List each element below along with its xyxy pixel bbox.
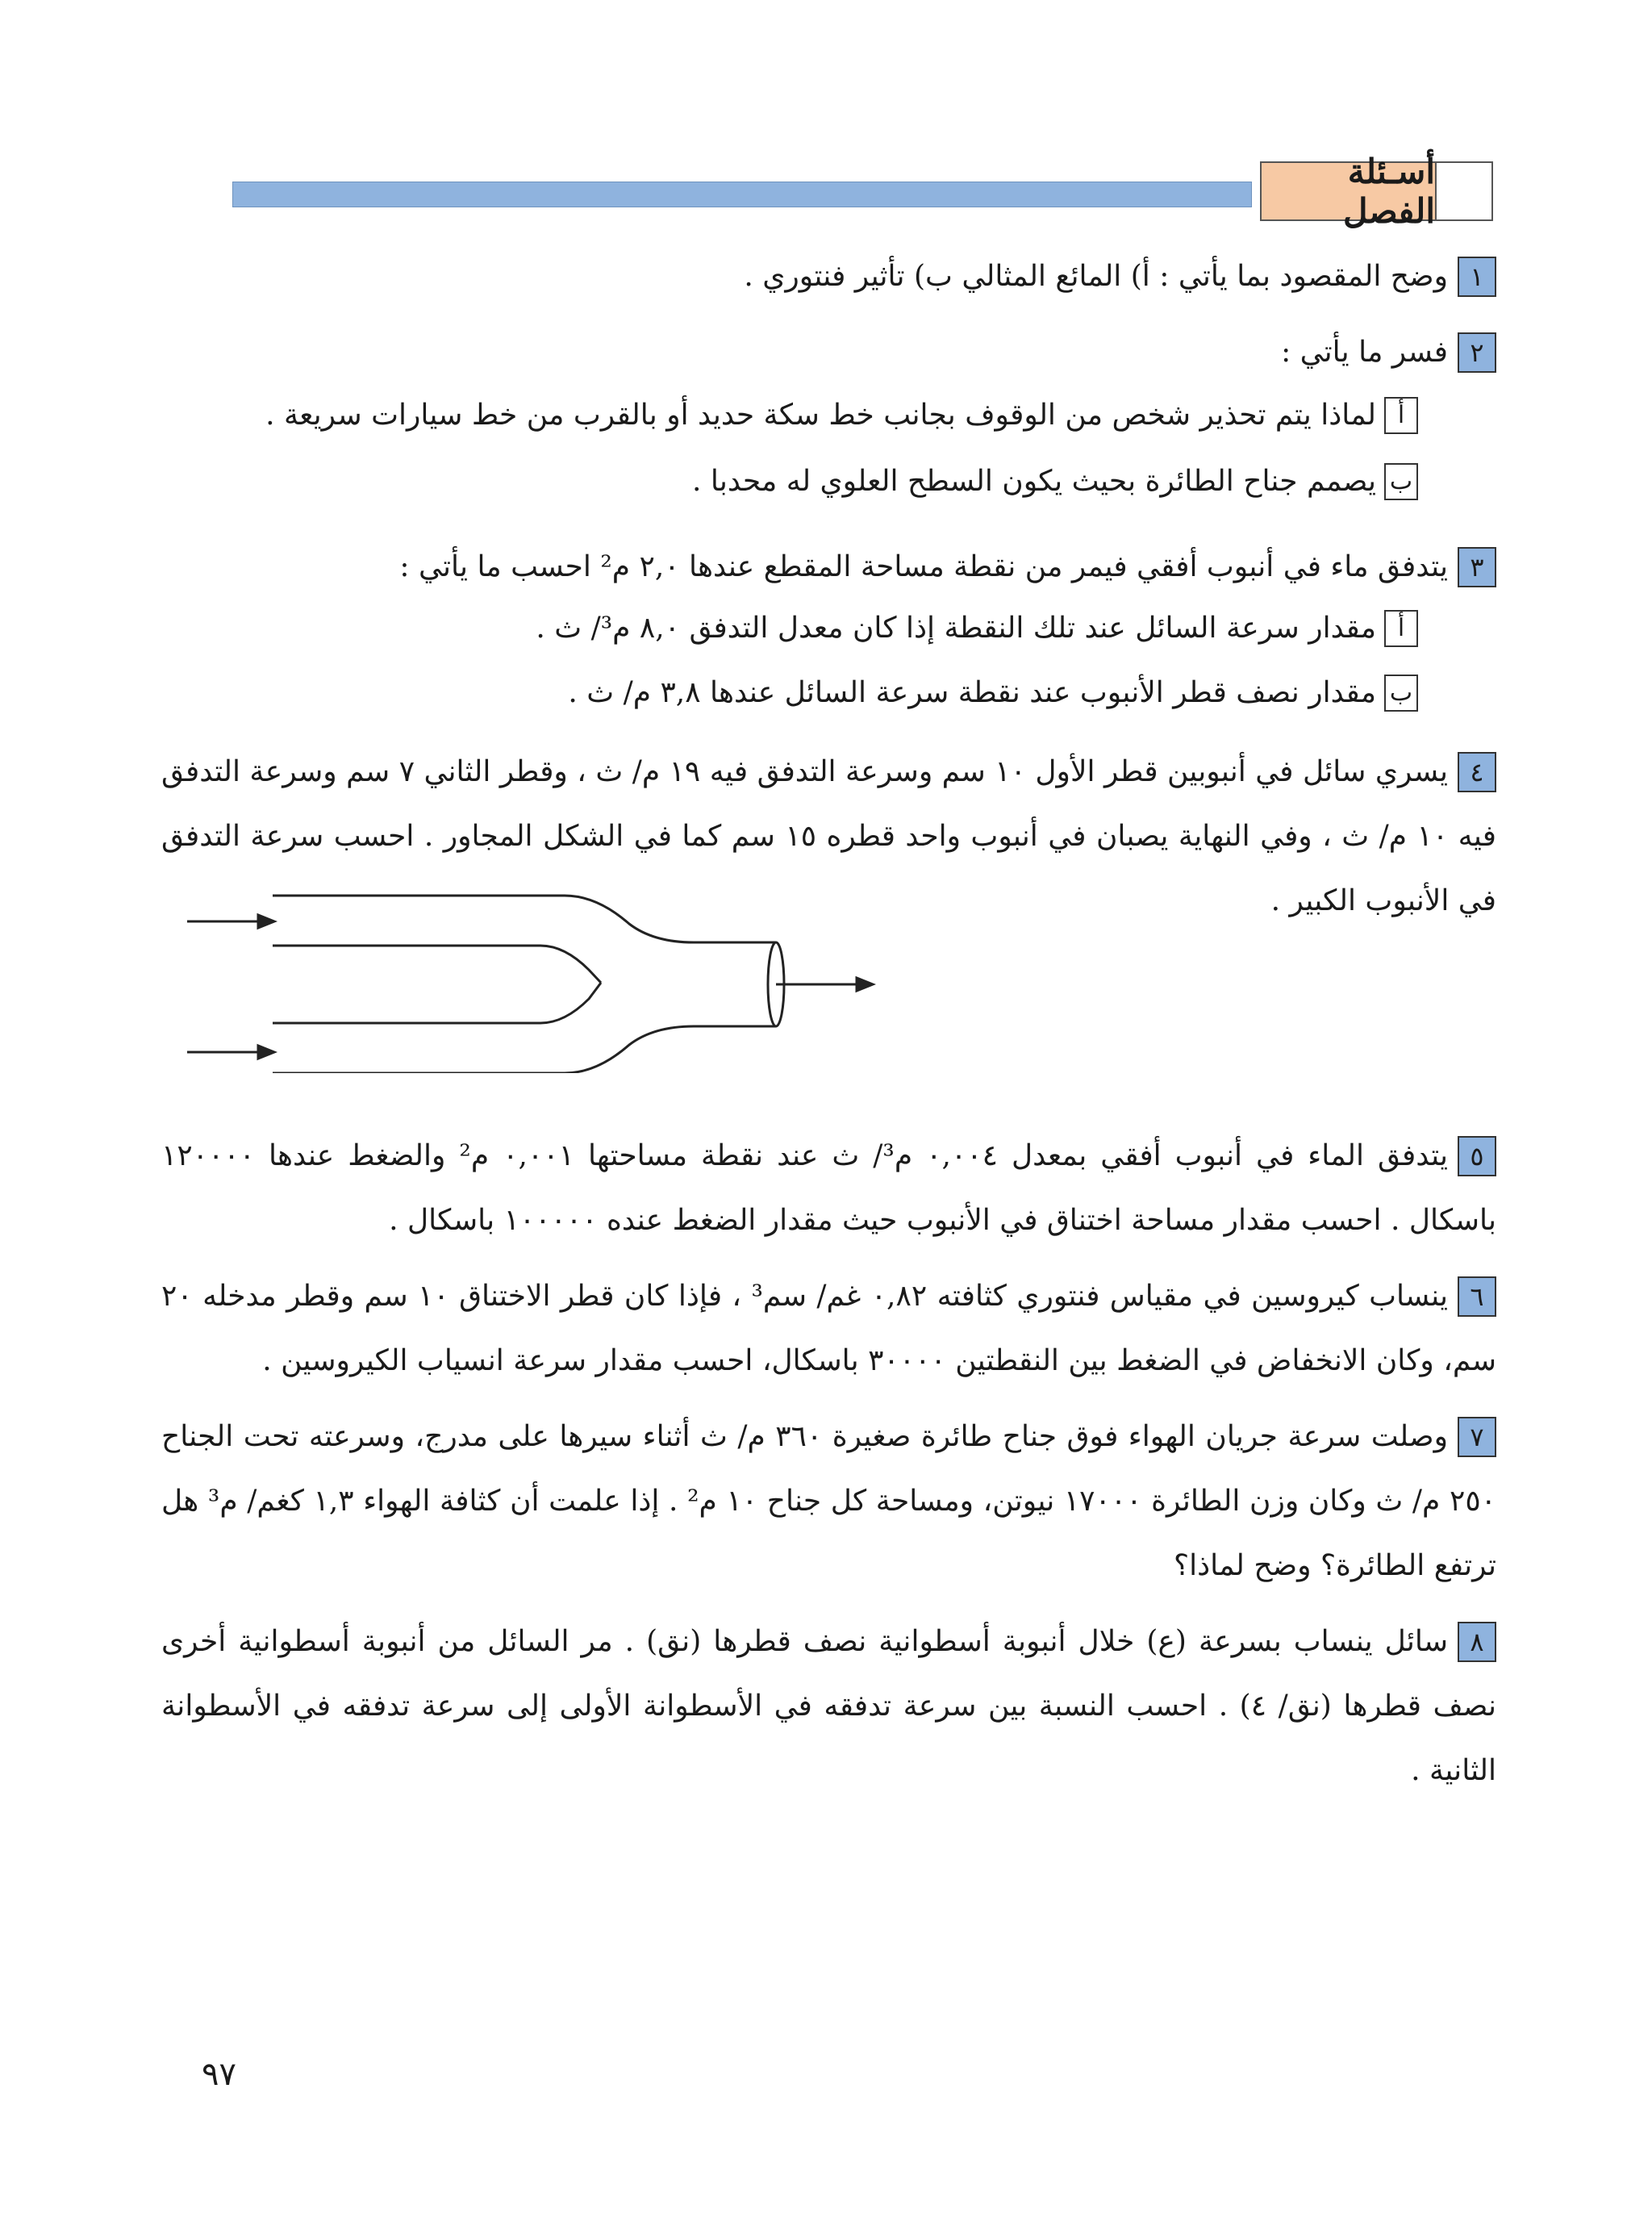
header-square bbox=[1435, 163, 1491, 219]
question-text: فسر ما يأتي : bbox=[1281, 336, 1448, 369]
part-text: يصمم جناح الطائرة بحيث يكون السطح العلوي له محدبا . bbox=[692, 465, 1376, 498]
question-3-part-a bbox=[536, 595, 1418, 660]
question-number: ٣ bbox=[1458, 547, 1496, 587]
outflow-arrow-head bbox=[857, 978, 873, 991]
inflow-arrow-upper-head bbox=[258, 915, 274, 928]
section-title: أسـئلة الفصل bbox=[1262, 163, 1435, 219]
question-text: وضح المقصود بما يأتي : أ) المائع المثالي ب) تأثير فنتوري . bbox=[744, 260, 1448, 293]
question-1 bbox=[161, 244, 1496, 308]
question-number: ٤ bbox=[1458, 752, 1496, 792]
question-number: ٨ bbox=[1458, 1622, 1496, 1662]
question-number: ١ bbox=[1458, 257, 1496, 297]
part-text: مقدار سرعة السائل عند تلك النقطة إذا كان معدل التدفق ٨,٠ م³/ ث . bbox=[536, 612, 1376, 645]
question-text: ينساب كيروسين في مقياس فنتوري كثافته ٠,٨٢ غم/ سم³ ، فإذا كان قطر الاختناق ١٠ سم وقطر مدخله ٢٠ سم، وكان الانخفاض في الضغط بين النقطتين ٣٠٠٠٠ باسكال، احسب مقدار سرعة انسياب الكيروسين . bbox=[161, 1280, 1496, 1377]
question-7 bbox=[161, 1404, 1496, 1598]
question-3 bbox=[161, 534, 1496, 599]
question-8 bbox=[161, 1609, 1496, 1802]
page-number: ٩٧ bbox=[202, 2056, 236, 2093]
question-3-part-b bbox=[568, 660, 1418, 725]
question-number: ٦ bbox=[1458, 1276, 1496, 1317]
part-letter: أ bbox=[1384, 397, 1418, 434]
question-2-part-b bbox=[692, 449, 1418, 513]
lower-pipe-outer-wall bbox=[273, 1026, 694, 1073]
question-text: وصلت سرعة جريان الهواء فوق جناح طائرة صغيرة ٣٦٠ م/ ث أثناء سيرها على مدرج، وسرعته تحت الجناح ٢٥٠ م/ ث وكان وزن الطائرة ١٧٠٠٠ نيوتن، ومساحة كل جناح ١٠ م² . إذا علمت أن كثافة الهواء ١,٣ كغم/ م³ هل ترتفع الطائرة؟ وضح لماذا؟ bbox=[161, 1420, 1496, 1582]
part-text: لماذا يتم تحذير شخص من الوقوف بجانب خط سكة حديد أو بالقرب من خط سيارات سريعة . bbox=[265, 399, 1376, 432]
question-number: ٢ bbox=[1458, 332, 1496, 373]
upper-pipe-outer-wall bbox=[273, 896, 694, 942]
part-text: مقدار نصف قطر الأنبوب عند نقطة سرعة السائل عندها ٣,٨ م/ ث . bbox=[568, 676, 1376, 709]
lower-pipe-inner-wall bbox=[273, 983, 601, 1023]
pipes-merging-figure bbox=[177, 879, 887, 1073]
question-number: ٥ bbox=[1458, 1136, 1496, 1176]
question-5 bbox=[161, 1123, 1496, 1252]
part-letter: ب bbox=[1384, 463, 1418, 500]
section-header bbox=[1260, 152, 1493, 231]
question-text: يسري سائل في أنبوبين قطر الأول ١٠ سم وسرعة التدفق فيه ١٩ م/ ث ، وقطر الثاني ٧ سم وسرعة التدفق فيه ١٠ م/ ث ، وفي النهاية يصبان في أنبوب واحد قطره ١٥ سم كما في الشكل المجاور . احسب سرعة التدفق في الأنبوب الكبير . bbox=[161, 755, 1496, 917]
part-letter: أ bbox=[1384, 610, 1418, 647]
question-6 bbox=[161, 1264, 1496, 1393]
part-letter: ب bbox=[1384, 675, 1418, 712]
upper-pipe-inner-wall bbox=[273, 946, 601, 983]
question-number: ٧ bbox=[1458, 1417, 1496, 1457]
question-2-part-a bbox=[265, 382, 1418, 447]
question-text: سائل ينساب بسرعة (ع) خلال أنبوبة أسطوانية نصف قطرها (نق) . مر السائل من أنبوبة أسطوانية أخرى نصف قطرها (نق/ ٤) . احسب النسبة بين سرعة تدفقه في الأسطوانة الأولى إلى سرعة تدفقه في الأسطوانة الثانية . bbox=[161, 1625, 1496, 1787]
question-text: يتدفق ماء في أنبوب أفقي فيمر من نقطة مساحة المقطع عندها ٢,٠ م² احسب ما يأتي : bbox=[399, 550, 1448, 583]
question-2 bbox=[161, 320, 1496, 384]
inflow-arrow-lower-head bbox=[258, 1046, 274, 1059]
header-bar bbox=[232, 182, 1252, 207]
question-text: يتدفق الماء في أنبوب أفقي بمعدل ٠,٠٠٤ م³/ ث عند نقطة مساحتها ٠,٠٠١ م² والضغط عندها ١٢٠٠٠٠ باسكال . احسب مقدار مساحة اختناق في الأنبوب حيث مقدار الضغط عنده ١٠٠٠٠٠ باسكال . bbox=[161, 1139, 1496, 1237]
